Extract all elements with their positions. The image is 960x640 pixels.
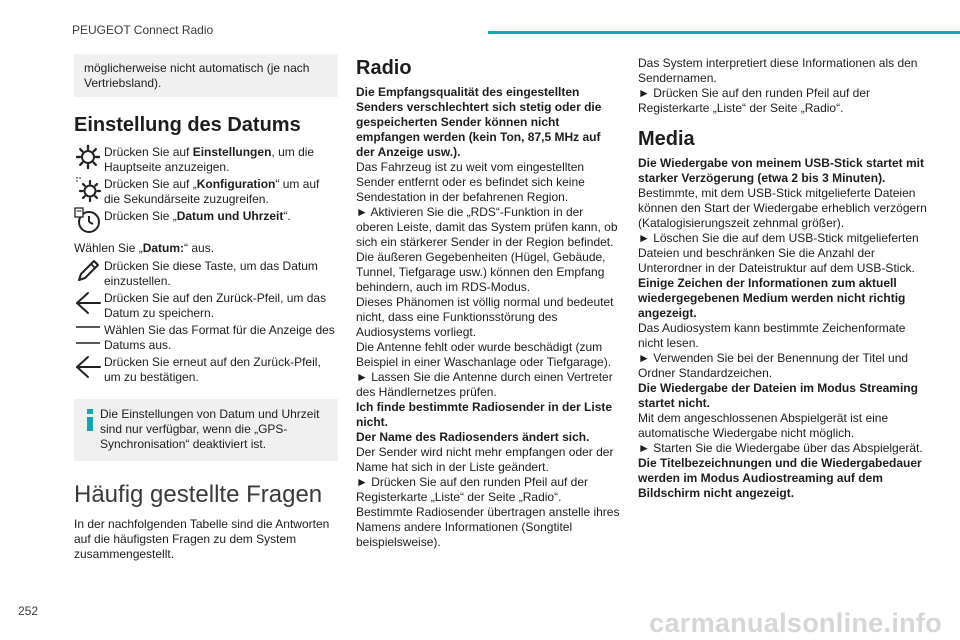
date-steps-list xyxy=(74,145,338,239)
date-edit-steps-list xyxy=(74,259,338,385)
media-answer-1: Bestimmte, mit dem USB-Stick mitgelieferte Dateien können den Start der Wiedergabe erheblich verzögern (Katalogisierungszeit zehnmal größer). xyxy=(638,186,927,230)
radio-answer-1f: ► Lassen Sie die Antenne durch einen Vertreter des Händlernetzes prüfen. xyxy=(356,370,613,399)
step-text-pre: Drücken Sie auf xyxy=(104,145,193,159)
watermark: carmanualsonline.info xyxy=(649,608,942,638)
step-item xyxy=(74,323,338,353)
step-text xyxy=(104,145,338,175)
info-note-box xyxy=(74,399,338,461)
format-icon xyxy=(74,321,104,351)
choose-date-line xyxy=(74,241,338,256)
radio-answer-1b: ► Aktivieren Sie die „RDS“-Funktion in der oberen Leiste, damit das System prüfen kann, ob sich ein stärkerer Sender in der Region befindet. xyxy=(356,205,618,249)
choose-post: “ aus. xyxy=(184,241,215,255)
radio-answer-2c: Bestimmte Radiosender übertragen anstelle ihres Namens andere Informationen (Songtitel beispielsweise). xyxy=(356,505,620,549)
step-text xyxy=(104,177,338,207)
gear-config-icon xyxy=(74,175,104,205)
step-text-post: , um die Hauptseite anzuzeigen. xyxy=(104,145,315,174)
section-heading-faq: Häufig gestellte Fragen xyxy=(74,481,323,508)
column-left xyxy=(74,54,338,562)
step-text-pre: Drücken Sie „ xyxy=(104,209,177,223)
radio-answer-1e: Die Antenne fehlt oder wurde beschädigt (zum Beispiel in einer Waschanlage oder Tiefgarage). xyxy=(356,340,612,369)
column-right xyxy=(638,56,928,501)
step-text-bold: Konfiguration xyxy=(196,177,276,191)
media-answer-3: Mit dem angeschlossenen Abspielgerät ist eine automatische Wiedergabe nicht möglich. xyxy=(638,411,889,440)
step-text: Wählen Sie das Format für die Anzeige des Datums aus. xyxy=(104,323,335,352)
radio-question-1: Die Empfangsqualität des eingestellten Senders verschlechtert sich stetig oder die gespeicherten Sender können nicht empfangen werden (kein Ton, 87,5 MHz auf der Anzeige usw.). xyxy=(356,85,602,159)
choose-bold: Datum: xyxy=(142,241,185,255)
media-question-4: Die Titelbezeichnungen und die Wiedergabedauer werden im Modus Audiostreaming auf dem Bildschirm nicht angezeigt. xyxy=(638,456,922,500)
section-heading-media: Media xyxy=(638,128,695,150)
step-text: Drücken Sie diese Taste, um das Datum einzustellen. xyxy=(104,259,318,288)
radio-question-2b: Der Name des Radiosenders ändert sich. xyxy=(356,430,590,444)
radio-question-2: Ich finde bestimmte Radiosender in der Liste nicht. xyxy=(356,400,613,429)
radio-answer-1c: Die äußeren Gegebenheiten (Hügel, Gebäude, Tunnel, Tiefgarage usw.) können den Empfang behindern, auch im RDS-Modus. xyxy=(356,250,606,294)
section-heading-date: Einstellung des Datums xyxy=(74,114,301,136)
section-heading-radio: Radio xyxy=(356,57,412,79)
radio-answer-1d: Dieses Phänomen ist völlig normal und bedeutet nicht, dass eine Funktionsstörung des Audiosystems vorliegt. xyxy=(356,295,614,339)
media-answer-1b: ► Löschen Sie die auf dem USB-Stick mitgelieferten Dateien und beschränken Sie die Anzahl der Unterordner in der Dateistruktur auf dem USB-Stick. xyxy=(638,231,919,275)
media-answer-2b: ► Verwenden Sie bei der Benennung der Titel und Ordner Standardzeichen. xyxy=(638,351,909,380)
info-note-text: Die Einstellungen von Datum und Uhrzeit sind nur verfügbar, wenn die „GPS-Synchronisation“ deaktiviert ist. xyxy=(100,407,320,451)
step-text-post: “ um auf die Sekundärseite zuzugreifen. xyxy=(104,177,320,206)
step-text-pre: Drücken Sie auf „ xyxy=(104,177,197,191)
info-icon xyxy=(84,409,100,452)
radio-answer-2e: ► Drücken Sie auf den runden Pfeil auf der Registerkarte „Liste“ der Seite „Radio“. xyxy=(638,86,871,115)
page-number: 252 xyxy=(18,604,39,618)
step-text: Drücken Sie auf den Zurück-Pfeil, um das Datum zu speichern. xyxy=(104,291,327,320)
media-question-3: Die Wiedergabe der Dateien im Modus Streaming startet nicht. xyxy=(638,381,918,410)
column-middle xyxy=(356,56,620,550)
radio-answer-2: Der Sender wird nicht mehr empfangen oder der Name hat sich in der Liste geändert. xyxy=(356,445,614,474)
step-item xyxy=(74,259,338,289)
radio-answer-2b: ► Drücken Sie auf den runden Pfeil auf der Registerkarte „Liste“ der Seite „Radio“. xyxy=(356,475,589,504)
pencil-icon xyxy=(74,257,104,287)
clock-icon xyxy=(74,207,104,237)
continued-note-box xyxy=(74,54,338,97)
choose-pre: Wählen Sie „ xyxy=(74,241,143,255)
step-text-post: “. xyxy=(283,209,291,223)
radio-answer-2d: Das System interpretiert diese Informationen als den Sendernamen. xyxy=(638,56,918,85)
continued-note-text: möglicherweise nicht automatisch (je nach Vertriebsland). xyxy=(84,61,310,90)
step-item xyxy=(74,145,338,175)
step-item xyxy=(74,291,338,321)
step-text xyxy=(104,209,338,224)
step-item xyxy=(74,355,338,385)
media-question-2: Einige Zeichen der Informationen zum aktuell wiedergegebenen Medium werden nicht richtig angezeigt. xyxy=(638,276,906,320)
back-arrow-icon xyxy=(74,289,104,319)
radio-answer-1: Das Fahrzeug ist zu weit vom eingestellten Sender entfernt oder es befindet sich keine Sendestation in der befahrenen Region. xyxy=(356,160,585,204)
gear-icon xyxy=(74,143,104,173)
step-item xyxy=(74,177,338,207)
step-text-bold: Einstellungen xyxy=(192,145,272,159)
media-answer-2: Das Audiosystem kann bestimmte Zeichenformate nicht lesen. xyxy=(638,321,906,350)
running-header: PEUGEOT Connect Radio xyxy=(72,23,214,37)
step-text-bold: Datum und Uhrzeit xyxy=(176,209,284,223)
media-question-1: Die Wiedergabe von meinem USB-Stick startet mit starker Verzögerung (etwa 2 bis 3 Minuten). xyxy=(638,156,924,185)
media-answer-3b: ► Starten Sie die Wiedergabe über das Abspielgerät. xyxy=(638,441,923,455)
faq-intro: In der nachfolgenden Tabelle sind die Antworten auf die häufigsten Fragen zu dem System zusammengestellt. xyxy=(74,517,330,561)
step-item xyxy=(74,209,338,239)
step-text: Drücken Sie erneut auf den Zurück-Pfeil, um zu bestätigen. xyxy=(104,355,321,384)
header-accent-bar xyxy=(488,31,960,34)
back-arrow-icon xyxy=(74,353,104,383)
